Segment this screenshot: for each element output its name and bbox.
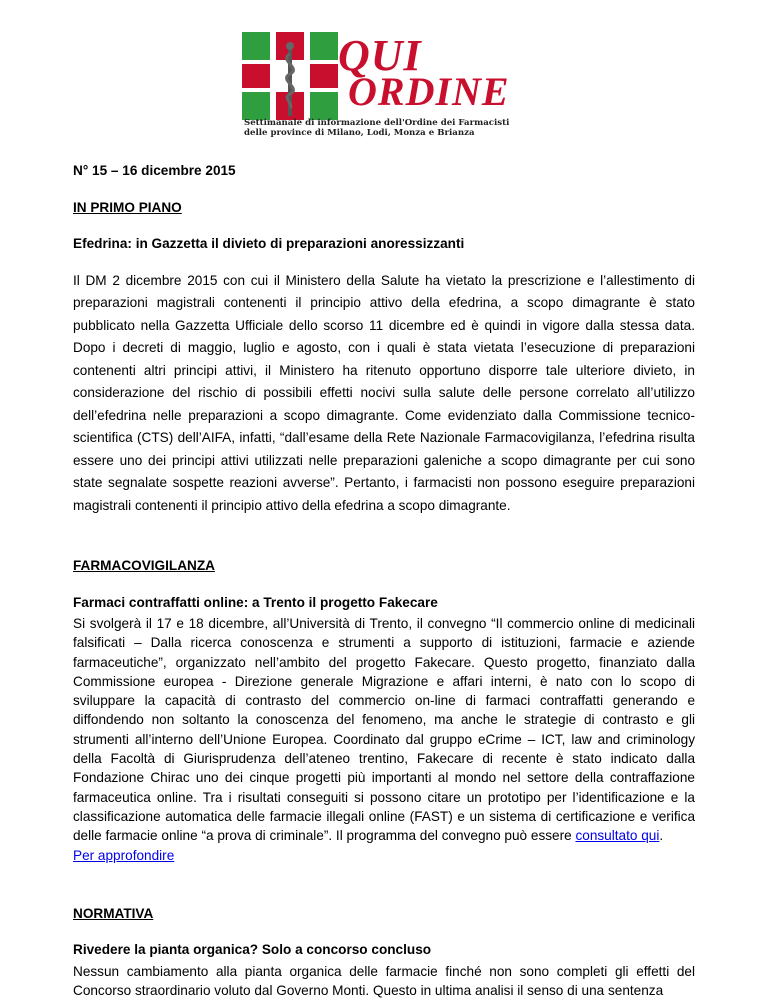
issue-number: N° 15 – 16 dicembre 2015 — [73, 163, 236, 178]
logo-brand-qui: QUI — [338, 31, 422, 80]
article-body-fakecare-text: Si svolgerà il 17 e 18 dicembre, all’Università di Trento, il convegno “Il commercio online di medicinali falsificati – Dalla ricerca conoscenza e strumenti a supporto di istituzioni, farmacie e aziende farmaceutiche”, organizzato nell’ambito del progetto Fakecare. Questo progetto, finanziato dalla Commissione europea - Direzione generale Migrazione e affari interni, è nato con lo scopo di sviluppare la capacità di contrasto del commercio on-line di farmaci contraffatti generando e diffondendo non soltanto la conoscenza del fenomeno, ma anche le strategie di contrasto e gli strumenti all’interno dell’Unione Europea. Coordinato dal gruppo eCrime – ICT, law and criminology della Facoltà di Giurisprudenza dell’ateneo trentino, Fakecare di recente è stato indicato dalla Fondazione Chirac uno dei cinque progetti più importanti al mondo nel settore della contraffazione farmaceutica online. Tra i risultati conseguiti si possono citare un prototipo per l’identificazione e la classificazione automatica delle farmacie illegali online (FAST) e un sistema di certificazione e verifica delle farmacie online “a prova di criminale”. Il programma del convegno può essere — [73, 616, 695, 844]
article-title-pianta-organica: Rivedere la pianta organica? Solo a concorso concluso — [73, 942, 432, 958]
read-more-link[interactable]: Per approfondire — [73, 847, 175, 863]
logo-tagline-line2: delle province di Milano, Lodi, Monza e Brianza — [244, 128, 475, 138]
logo-tagline — [244, 118, 528, 138]
article-body-fakecare — [73, 614, 695, 865]
newsletter-content — [73, 160, 695, 1000]
program-link-period: . — [659, 828, 664, 844]
pharmacy-cross-logo-icon — [242, 32, 338, 120]
logo-tagline-line1: Settimanale di informazione dell'Ordine dei Farmacisti — [244, 118, 510, 128]
article-body-pianta-organica: Nessun cambiamento alla pianta organica delle farmacie finché non sono completi gli effetti del Concorso straordinario voluto dal Governo Monti. Questo in ultima analisi il senso di una sentenza — [73, 963, 695, 999]
section-heading-farmacovigilanza: FARMACOVIGILANZA — [73, 558, 215, 573]
article-title-fakecare: Farmaci contraffatti online: a Trento il progetto Fakecare — [73, 594, 438, 610]
qui-ordine-logo — [242, 32, 528, 140]
section-heading-normativa: NORMATIVA — [73, 905, 154, 921]
section-heading-primo-piano: IN PRIMO PIANO — [73, 199, 182, 215]
article-body-efedrina: Il DM 2 dicembre 2015 con cui il Ministero della Salute ha vietato la prescrizione e l’allestimento di preparazioni magistrali contenenti il principio attivo della efedrina, a scopo dimagrante è stato pubblicato nella Gazzetta Ufficiale dello scorso 11 dicembre ed è quindi in vigore dalla stessa data. Dopo i decreti di maggio, luglio e agosto, con i quali è stata vietata l’esecuzione di preparazioni contenenti altri principi attivi, il Ministero ha ritenuto opportuno disporre tale ulteriore divieto, in considerazione del rischio di possibili effetti nocivi sulla salute delle persone correlato all’utilizzo dell’efedrina nelle preparazioni a scopo dimagrante. Come evidenziato dalla Commissione tecnico-scientifica (CTS) dell’AIFA, infatti, “dall’esame della Rete Nazionale Farmacovigilanza, l’efedrina risulta essere uno dei principi attivi utilizzati nelle preparazioni galeniche a scopo dimagrante per cui sono state segnalate sospette reazioni avverse”. Pertanto, i farmacisti non possono eseguire preparazioni magistrali contenenti il principio attivo della efedrina a scopo dimagrante. — [73, 272, 695, 513]
program-link[interactable]: consultato qui — [575, 828, 660, 844]
article-title-efedrina: Efedrina: in Gazzetta il divieto di preparazioni anoressizzanti — [73, 236, 465, 251]
logo-brand-ordine: ORDINE — [348, 69, 510, 114]
